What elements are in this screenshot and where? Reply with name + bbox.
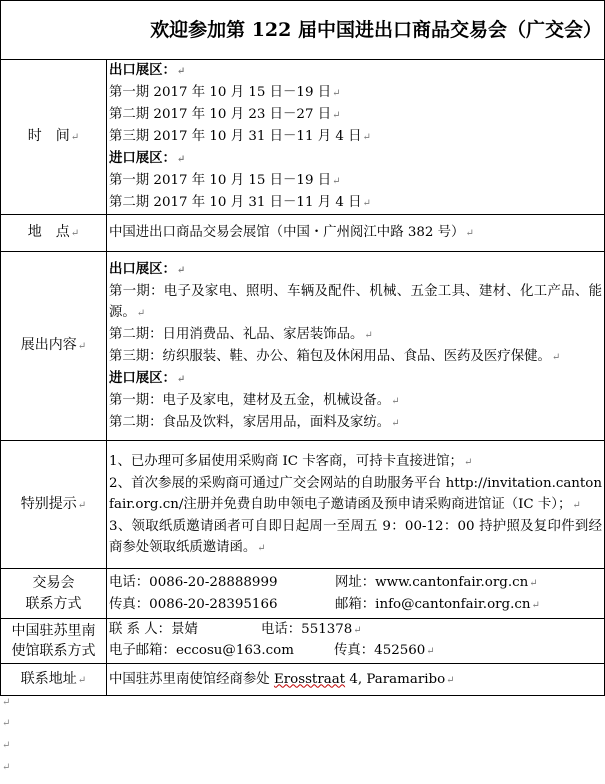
import-phase-2: 第二期 2017 年 10 月 31 日－11 月 4 日↵	[109, 195, 371, 210]
fair-phone: 电话：0086-20-28888999	[109, 574, 278, 590]
note-1: 1、已办理可多届使用采购商 IC 卡客商，可持卡直接进馆；↵	[109, 453, 473, 469]
note-2: 2、首次参展的采购商可通过广交会网站的自助服务平台 http://invitation.cantonfair.org.cn/注册并免费自助申领电子邀请函及预申请采购商进馆证（IC 卡）；↵	[109, 475, 602, 512]
embassy-contact-person: 联 系 人：景婧	[109, 622, 198, 637]
address-label: 联系地址↵	[1, 664, 107, 696]
exhibit-import-item-2: 第二期：食品及饮料，家居用品，面料及家纺。↵	[109, 414, 400, 430]
export-heading: 出口展区：↵	[109, 62, 186, 78]
embassy-phone: 电话：551378↵	[261, 622, 362, 637]
exhibit-export-heading: 出口展区：↵	[109, 260, 186, 277]
import-heading: 进口展区：↵	[109, 150, 186, 166]
fair-website: 网址：www.cantonfair.org.cn↵	[335, 574, 538, 590]
paragraph-mark: ↵	[2, 718, 11, 729]
exhibit-import-item-1: 第一期：电子及家电，建材及五金，机械设备。↵	[109, 392, 400, 408]
address-street: Erosstraat	[273, 671, 346, 687]
exhibit-export-item-3: 第三期：纺织服装、鞋、办公、箱包及休闲用品、食品、医药及医疗保健。↵	[109, 348, 561, 364]
export-phase-1: 第一期 2017 年 10 月 15 日－19 日↵	[109, 85, 341, 100]
address-value: 中国驻苏里南使馆经商参处 Erosstraat 4, Paramaribo↵	[107, 664, 605, 696]
fair-fax: 传真：0086-20-28395166	[109, 596, 278, 612]
paragraph-mark: ↵	[2, 740, 11, 751]
exhibits-value	[107, 252, 605, 441]
fair-contact-row	[1, 569, 605, 619]
fair-contact-value	[107, 569, 605, 619]
export-phase-2: 第二期 2017 年 10 月 23 日－27 日↵	[109, 107, 341, 122]
notes-label: 特别提示↵	[1, 441, 107, 569]
exhibit-export-item-1: 第一期：电子及家电、照明、车辆及配件、机械、五金工具、建材、化工产品、能源。↵	[109, 283, 602, 320]
note-3: 3、领取纸质邀请函者可自即日起周一至周五 9：00-12：00 持护照及复印件到经商参处领取纸质邀请函。↵	[109, 518, 602, 555]
address-row	[1, 664, 605, 696]
time-row	[1, 60, 605, 215]
export-phase-3: 第三期 2017 年 10 月 31 日－11 月 4 日↵	[109, 129, 371, 144]
exhibit-import-heading: 进口展区：↵	[109, 369, 186, 386]
paragraph-mark: ↵	[2, 762, 11, 773]
exhibit-export-item-2: 第二期：日用消费品、礼品、家居装饰品。↵	[109, 326, 373, 342]
location-label: 地 点↵	[1, 215, 107, 252]
paragraph-mark: ↵	[2, 697, 11, 708]
fair-email: 邮箱：info@cantonfair.org.cn↵	[335, 596, 540, 612]
exhibits-row	[1, 252, 605, 441]
title-row	[1, 1, 605, 60]
fair-contact-label: 交易会 联系方式	[1, 569, 107, 619]
location-row	[1, 215, 605, 252]
embassy-email: 电子邮箱：eccosu@163.com	[109, 643, 294, 658]
import-phase-1: 第一期 2017 年 10 月 15 日－19 日↵	[109, 173, 341, 188]
time-label: 时 间↵	[1, 60, 107, 215]
location-value: 中国进出口商品交易会展馆（中国・广州阅江中路 382 号）↵	[107, 215, 605, 252]
exhibits-label: 展出内容↵	[1, 252, 107, 441]
embassy-fax: 传真：452560↵	[334, 643, 435, 658]
notes-row	[1, 441, 605, 569]
embassy-contact-label: 中国驻苏里南 使馆联系方式	[1, 619, 107, 664]
page-title: 欢迎参加第 122 届中国进出口商品交易会（广交会）	[1, 1, 605, 60]
embassy-contact-row	[1, 619, 605, 664]
time-value	[107, 60, 605, 215]
notes-value	[107, 441, 605, 569]
embassy-contact-value	[107, 619, 605, 664]
